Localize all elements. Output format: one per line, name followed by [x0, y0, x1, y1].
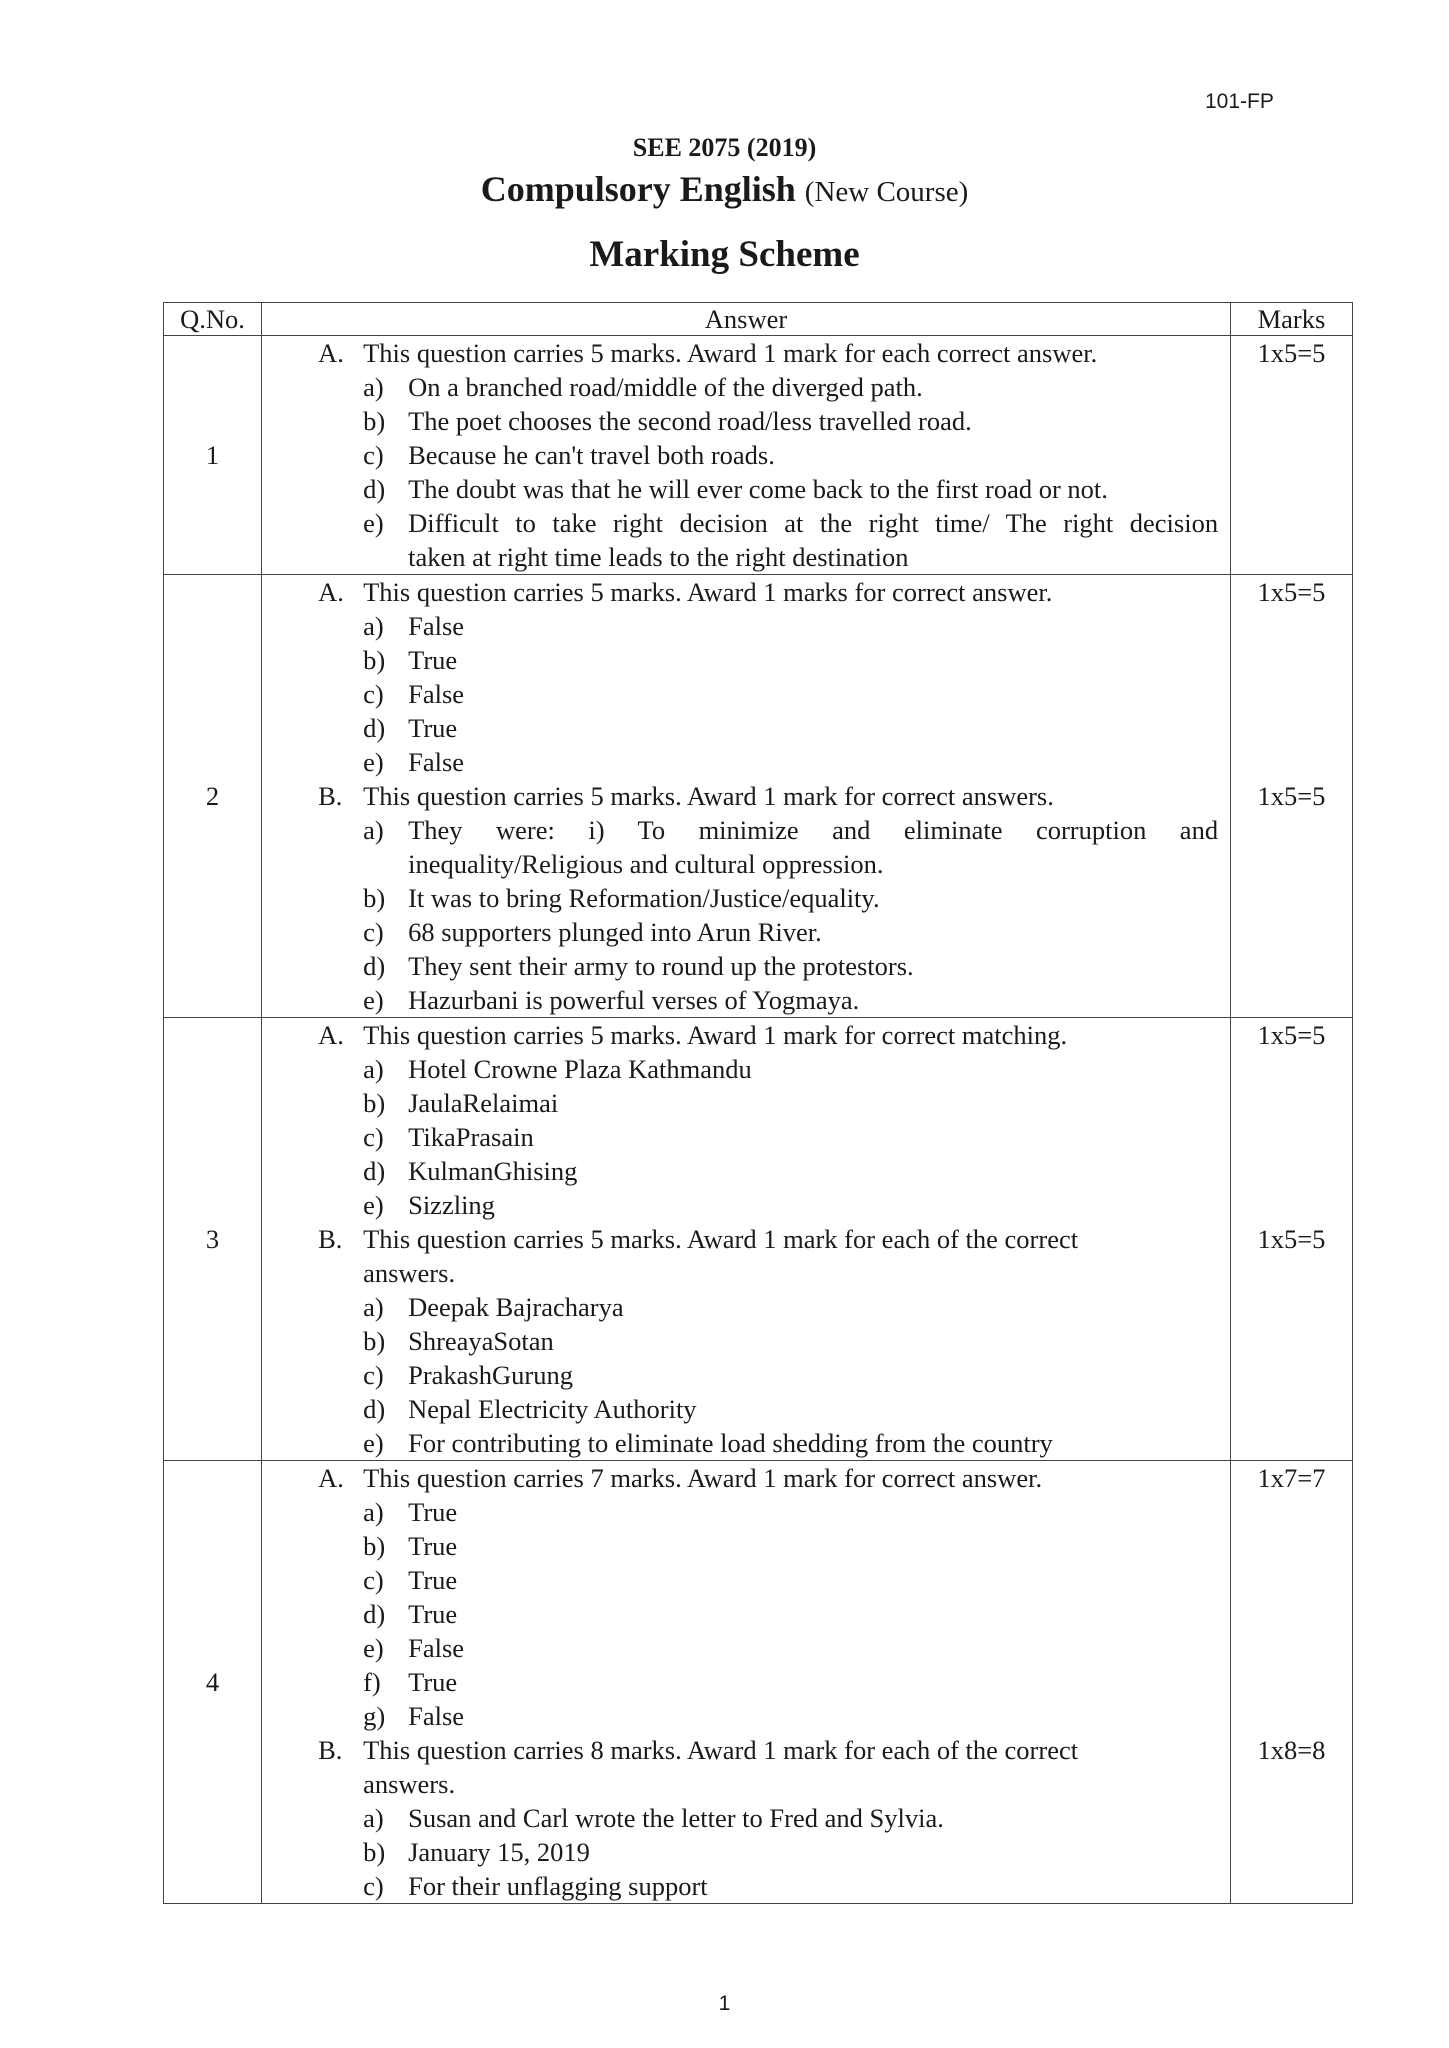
exam-title: SEE 2075 (2019) [632, 133, 817, 162]
section-instruction-continuation: answers. [363, 1769, 456, 1799]
section-instruction: A. This question carries 5 marks. Award 1 mark for correct matching. [318, 1020, 1068, 1050]
header-answer: Answer [262, 303, 1231, 336]
marks-value: 1x5=5 [1257, 577, 1326, 607]
marks-cell [1230, 1461, 1352, 1904]
marks-value: 1x5=5 [1257, 338, 1326, 368]
marks-value: 1x7=7 [1257, 1463, 1326, 1493]
answer-item: a) Hotel Crowne Plaza Kathmandu [363, 1054, 752, 1084]
answer-item: c) PrakashGurung [363, 1360, 573, 1390]
answer-cell [262, 1461, 1231, 1904]
answer-item: b) ShreayaSotan [363, 1326, 554, 1356]
answer-cell [262, 575, 1231, 1018]
answer-item: c) TikaPrasain [363, 1122, 534, 1152]
page-number: 1 [718, 1992, 731, 2015]
answer-item: d) They sent their army to round up the protestors. [363, 951, 914, 981]
answer-item: b) JaulaRelaimai [363, 1088, 559, 1118]
section-instruction-continuation: answers. [363, 1258, 456, 1288]
answer-item: f) True [363, 1667, 458, 1697]
course-type: (New Course) [804, 176, 969, 208]
subject-heading [0, 168, 1449, 210]
question-number: 1 [164, 336, 262, 575]
answer-item: b) True [363, 1531, 458, 1561]
answer-item: a) Deepak Bajracharya [363, 1292, 624, 1322]
header-marks: Marks [1230, 303, 1352, 336]
subject-name: Compulsory English [480, 169, 796, 209]
marks-value: 1x5=5 [1257, 1020, 1326, 1050]
question-row-4 [164, 1461, 1353, 1904]
question-row-1 [164, 336, 1353, 575]
answer-item: d) True [363, 1599, 458, 1629]
marking-scheme-table [163, 302, 1353, 1904]
answer-item: c) 68 supporters plunged into Arun River. [363, 917, 822, 947]
answer-cell [262, 336, 1231, 575]
section-instruction: B. This question carries 8 marks. Award 1 mark for each of the correct [318, 1735, 1079, 1765]
answer-item: a) They were: i) To minimize and eliminate corruption and [363, 815, 1219, 845]
marks-value: 1x5=5 [1257, 781, 1326, 811]
answer-item: a) False [363, 611, 465, 641]
document-title: Marking Scheme [589, 234, 860, 275]
answer-item: e) Hazurbani is powerful verses of Yogmaya. [363, 985, 860, 1015]
answer-item: e) Sizzling [363, 1190, 495, 1220]
header-qno: Q.No. [164, 303, 262, 336]
answer-item: g) False [363, 1701, 465, 1731]
section-instruction: A. This question carries 5 marks. Award 1 mark for each correct answer. [318, 338, 1098, 368]
answer-item-continuation: inequality/Religious and cultural oppression. [408, 849, 884, 879]
marks-cell [1230, 575, 1352, 1018]
table-header-row [164, 303, 1353, 336]
answer-item: d) KulmanGhising [363, 1156, 578, 1186]
answer-item: b) January 15, 2019 [363, 1837, 590, 1867]
marks-cell [1230, 1018, 1352, 1461]
answer-item: e) False [363, 747, 465, 777]
marks-cell [1230, 336, 1352, 575]
question-number: 3 [164, 1018, 262, 1461]
page-code: 101-FP [1205, 90, 1274, 113]
answer-item: c) Because he can't travel both roads. [363, 440, 775, 470]
answer-item: e) For contributing to eliminate load shedding from the country [363, 1428, 1053, 1458]
question-row-2 [164, 575, 1353, 1018]
answer-item: c) False [363, 679, 465, 709]
answer-item: a) True [363, 1497, 458, 1527]
answer-item: b) The poet chooses the second road/less travelled road. [363, 406, 972, 436]
answer-item: a) On a branched road/middle of the diverged path. [363, 372, 923, 402]
answer-cell [262, 1018, 1231, 1461]
answer-item: d) Nepal Electricity Authority [363, 1394, 697, 1424]
answer-item-continuation: taken at right time leads to the right destination [408, 542, 909, 572]
answer-item: e) False [363, 1633, 465, 1663]
question-number: 4 [164, 1461, 262, 1904]
section-instruction: B. This question carries 5 marks. Award 1 mark for each of the correct [318, 1224, 1079, 1254]
question-row-3 [164, 1018, 1353, 1461]
answer-item: c) For their unflagging support [363, 1871, 708, 1901]
marks-value: 1x8=8 [1257, 1735, 1326, 1765]
answer-item: e) Difficult to take right decision at the right time/ The right decision [363, 508, 1219, 538]
section-instruction: A. This question carries 7 marks. Award 1 mark for correct answer. [318, 1463, 1043, 1493]
answer-item: a) Susan and Carl wrote the letter to Fred and Sylvia. [363, 1803, 944, 1833]
marks-value: 1x5=5 [1257, 1224, 1326, 1254]
answer-item: c) True [363, 1565, 458, 1595]
answer-item: d) True [363, 713, 458, 743]
answer-item: b) It was to bring Reformation/Justice/equality. [363, 883, 880, 913]
section-instruction: B. This question carries 5 marks. Award 1 mark for correct answers. [318, 781, 1054, 811]
section-instruction: A. This question carries 5 marks. Award 1 marks for correct answer. [318, 577, 1053, 607]
answer-item: b) True [363, 645, 458, 675]
question-number: 2 [164, 575, 262, 1018]
answer-item: d) The doubt was that he will ever come back to the first road or not. [363, 474, 1108, 504]
